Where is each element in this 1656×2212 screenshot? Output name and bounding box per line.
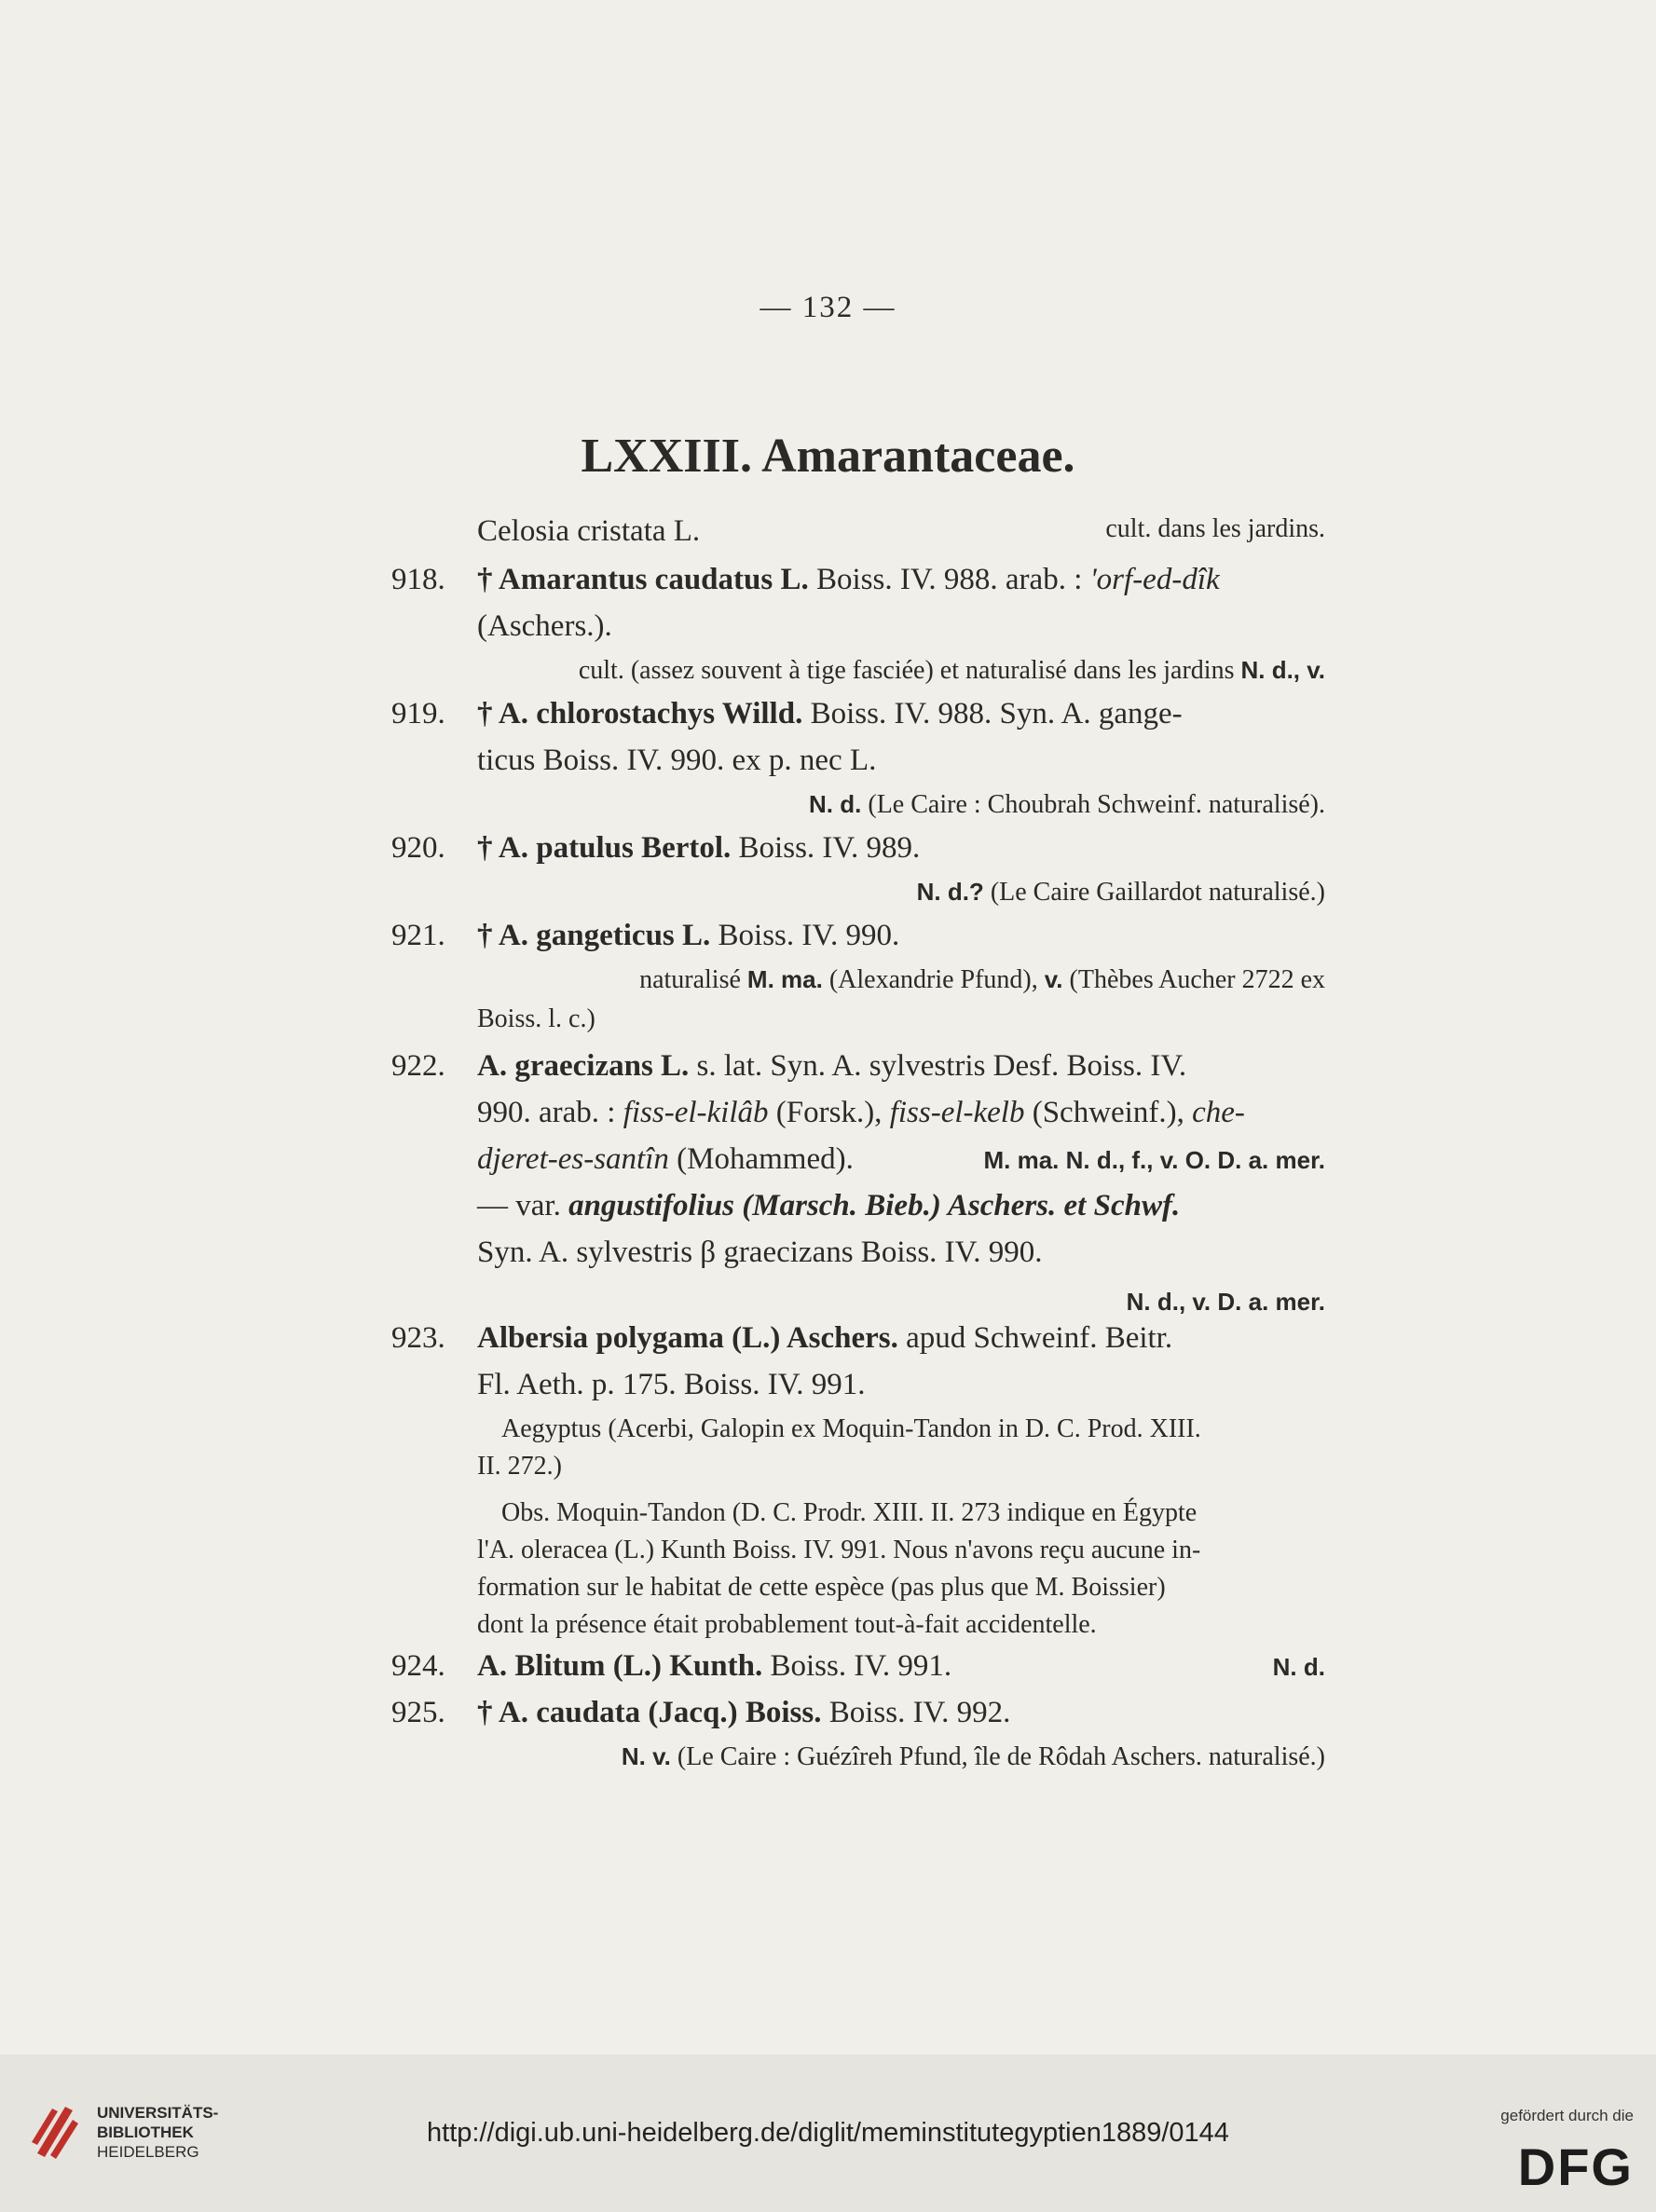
habitat-918: cult. (assez souvent à tige fasciée) et naturalisé dans les jardins N. d., v.: [578, 656, 1325, 685]
viewer-footer: [0, 2055, 1656, 2212]
habitat-921: naturalisé M. ma. (Alexandrie Pfund), v. (Thèbes Aucher 2722 ex: [639, 965, 1325, 994]
page-number: — 132 —: [760, 291, 896, 324]
document-page: — 132 — LXXIII. Amarantaceae. Celosia cristata L. cult. dans les jardins. 918. † Amarantus caudatus L. Boiss. IV. 988. arab. : 'orf-ed-dîk (Aschers.). cult. (assez souvent à tige fasciée) et naturalisé dans les jardins N. d., v. 919. † A. chlorostachys Willd. Boiss. IV. 988. Syn. A. gange- ticus Boiss. IV. 990. ex p. nec L. N. d. (Le Caire : Choubrah Schweinf. naturalisé). 920. † A. patulus Bertol. Boiss. IV. 989. N. d.? (Le Caire Gaillardot naturalisé.) 921. † A. gangeticus L. Boiss. IV. 990. naturalisé M. ma. (Alexandrie Pfund), v. (Thèbes Aucher 2722 ex Boiss. l. c.) 922. A. graecizans L. s. lat. Syn. A. sylvestris Desf. Boiss. IV. 990. arab. : fiss-el-kilâb (Forsk.), fiss-el-kelb (Schweinf.), che- djeret-es-santîn (Mohammed). M. ma. N. d., f., v. O. D. a. mer. — var. angustifolius (Marsch. Bieb.) Aschers. et Schwf. Syn. A. sylvestris β graecizans Boiss. IV. 990. N. d., v. D. a. mer. 923. Albersia polygama (L.) Aschers. apud Schweinf. Beitr. Fl. Aeth. p. 175. Boiss. IV. 991. Aegyptus (Acerbi, Galopin ex Moquin-Tandon in D. C. Prod. XIII. II. 272.) Obs. Moquin-Tandon (D. C. Prodr. XIII. II. 273 indique en Égypte l'A. oleracea (L.) Kunth Boiss. IV. 991. Nous n'avons reçu aucune in- formation sur le habitat de cette espèce (pas plus que M. Boissier) dont la présence était probablement tout-à-fait accidentelle. 924. A. Blitum (L.) Kunth. Boiss. IV. 991. N. d. 925. † A. caudata (Jacq.) Boiss. Boiss. IV. 992. N. v. (Le Caire : Guézîreh Pfund, île de Rôdah Aschers. naturalisé.): [0, 0, 1656, 2055]
habitat-925: N. v. (Le Caire : Guézîreh Pfund, île de Rôdah Aschers. naturalisé.): [621, 1742, 1325, 1771]
sponsor-caption: gefördert durch die: [1500, 2107, 1634, 2124]
permalink-url[interactable]: http://digi.ub.uni-heidelberg.de/diglit/meminstitutegyptien1889/0144: [427, 2118, 1229, 2148]
section-title: LXXIII. Amarantaceae.: [581, 430, 1075, 483]
dfg-logo[interactable]: DFG: [1517, 2137, 1634, 2196]
library-name: UNIVERSITÄTS- BIBLIOTHEK HEIDELBERG: [97, 2104, 219, 2161]
habitat-920: N. d.? (Le Caire Gaillardot naturalisé.): [916, 878, 1325, 907]
habitat-919: N. d. (Le Caire : Choubrah Schweinf. naturalisé).: [809, 790, 1325, 819]
